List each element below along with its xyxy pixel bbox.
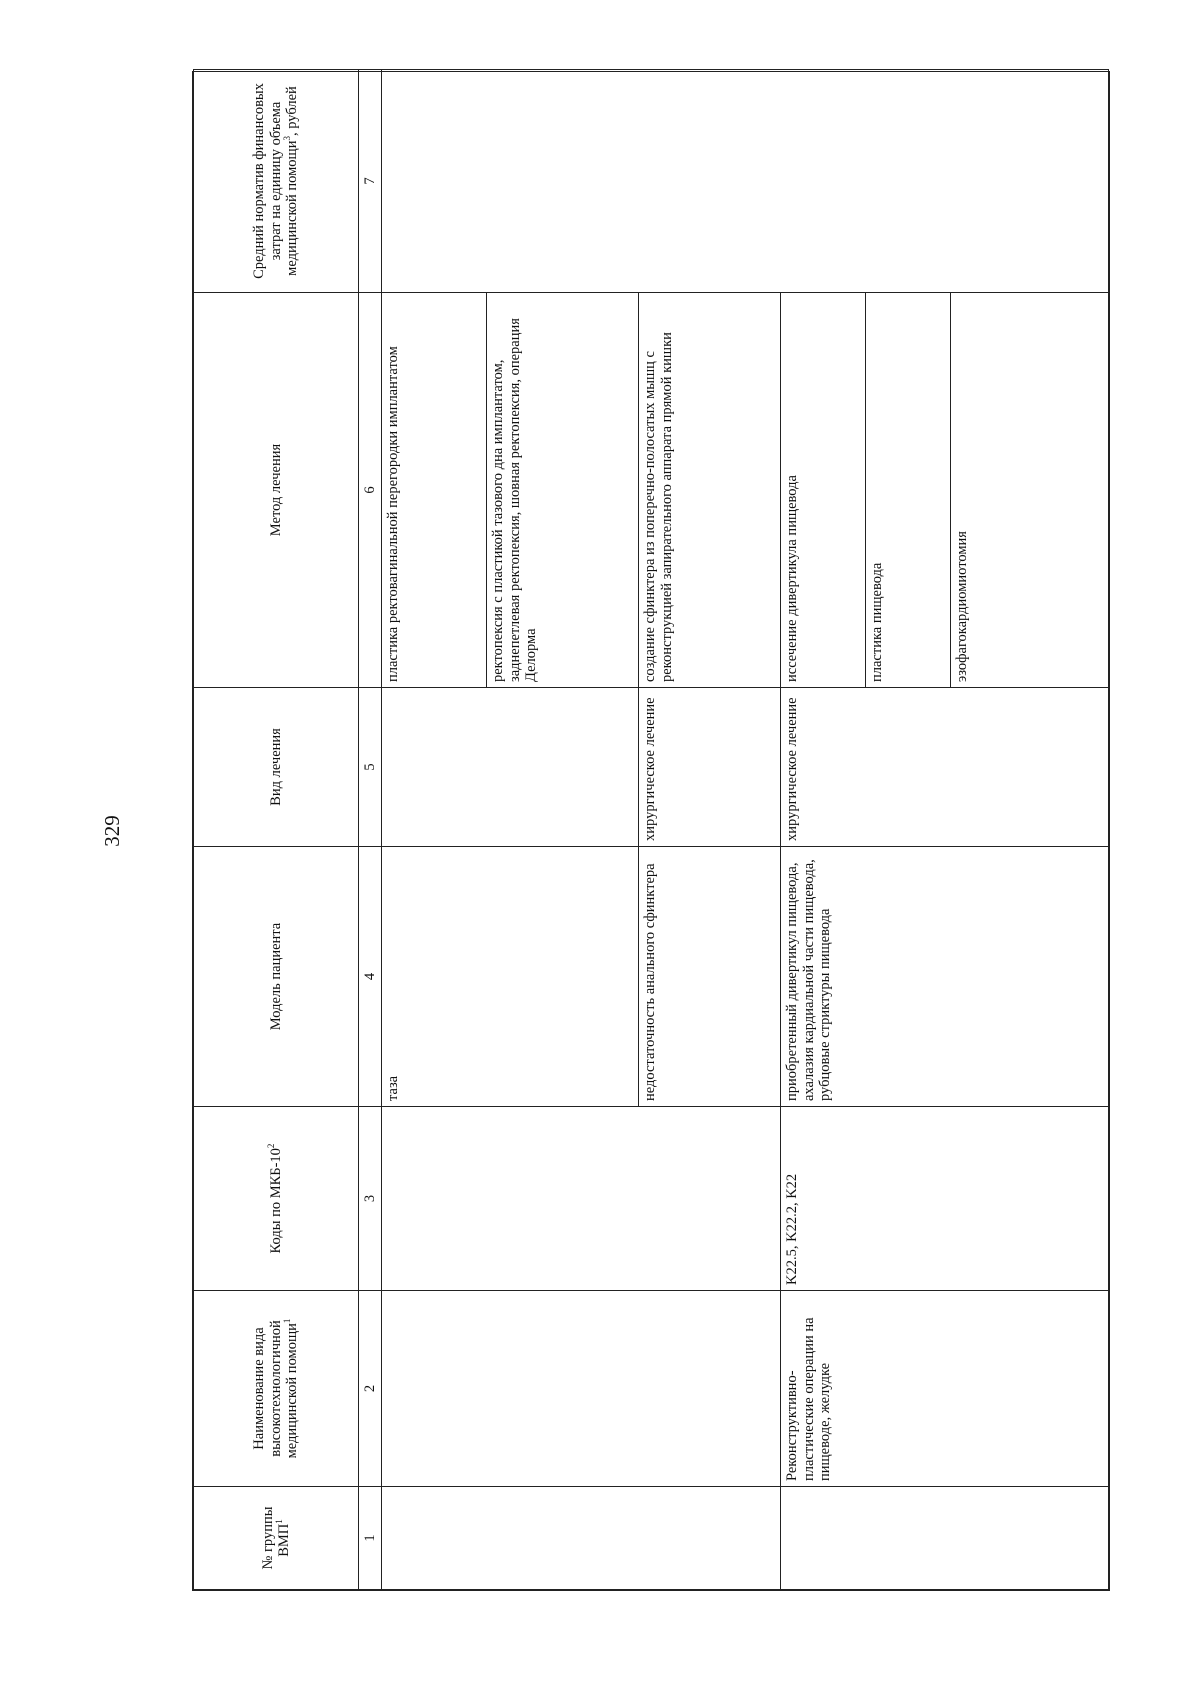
column-number: 3 <box>359 1107 382 1291</box>
header-vmp-name: Наименование вида высокотехнологичной медицинской помощи$^1$ <box>194 1291 359 1487</box>
cell-empty <box>382 70 1109 293</box>
column-number: 1 <box>359 1487 382 1590</box>
column-number: 2 <box>359 1291 382 1487</box>
cell-treatment-method: создание сфинктера из поперечно-полосатых мышц с реконструкцией запирательного аппарата прямой кишки <box>639 293 781 688</box>
cell-patient-model: таза <box>382 847 639 1107</box>
cell-treatment-method: пластика пищевода <box>866 293 951 688</box>
cell-treatment-method: ректопексия с пластикой тазового дна имплантатом, заднепетлевая ректопексия, шовная ректопексия, операция Делорма <box>487 293 639 688</box>
column-numbers-row <box>359 70 382 1590</box>
header-treatment-method: Метод лечения <box>194 293 359 688</box>
vmp-table <box>192 71 1110 1591</box>
cell-patient-model: недостаточность анального сфинктера <box>639 847 781 1107</box>
cell-empty <box>382 688 639 847</box>
cell-treatment-type: хирургическое лечение <box>781 688 1109 847</box>
header-patient-model: Модель пациента <box>194 847 359 1107</box>
table-row <box>781 70 866 1590</box>
cell-treatment-type: хирургическое лечение <box>639 688 781 847</box>
header-group-number: № группы ВМП$^1$ <box>194 1487 359 1590</box>
cell-vmp-name: Реконструктивно-пластические операции на пищеводе, желудке <box>781 1291 1109 1487</box>
column-number: 5 <box>359 688 382 847</box>
column-number: 6 <box>359 293 382 688</box>
page-number: 329 <box>100 815 124 847</box>
header-treatment-type: Вид лечения <box>194 688 359 847</box>
cell-empty <box>382 1291 781 1487</box>
cell-treatment-method: эзофагокардиомиотомия <box>951 293 1109 688</box>
header-icd-codes: Коды по МКБ-$10^2$ <box>194 1107 359 1291</box>
document-page <box>100 71 1110 1591</box>
cell-patient-model: приобретенный дивертикул пищевода, ахалазия кардиальной части пищевода, рубцовые стриктуры пищевода <box>781 847 1109 1107</box>
column-number: 7 <box>359 70 382 293</box>
cell-empty <box>781 1487 1109 1590</box>
cell-treatment-method: иссечение дивертикула пищевода <box>781 293 866 688</box>
cell-empty <box>382 1107 781 1291</box>
column-number: 4 <box>359 847 382 1107</box>
cell-treatment-method: пластика ректовагинальной перегородки имплантатом <box>382 293 487 688</box>
table-header-row <box>194 70 359 1590</box>
cell-icd-codes: K22.5, K22.2, K22 <box>781 1107 1109 1291</box>
header-cost-standard: Средний норматив финансовых затрат на единицу объема медицинской помощи$^3$, рублей <box>194 70 359 293</box>
cell-empty <box>382 1487 781 1590</box>
table-row <box>382 70 487 1590</box>
